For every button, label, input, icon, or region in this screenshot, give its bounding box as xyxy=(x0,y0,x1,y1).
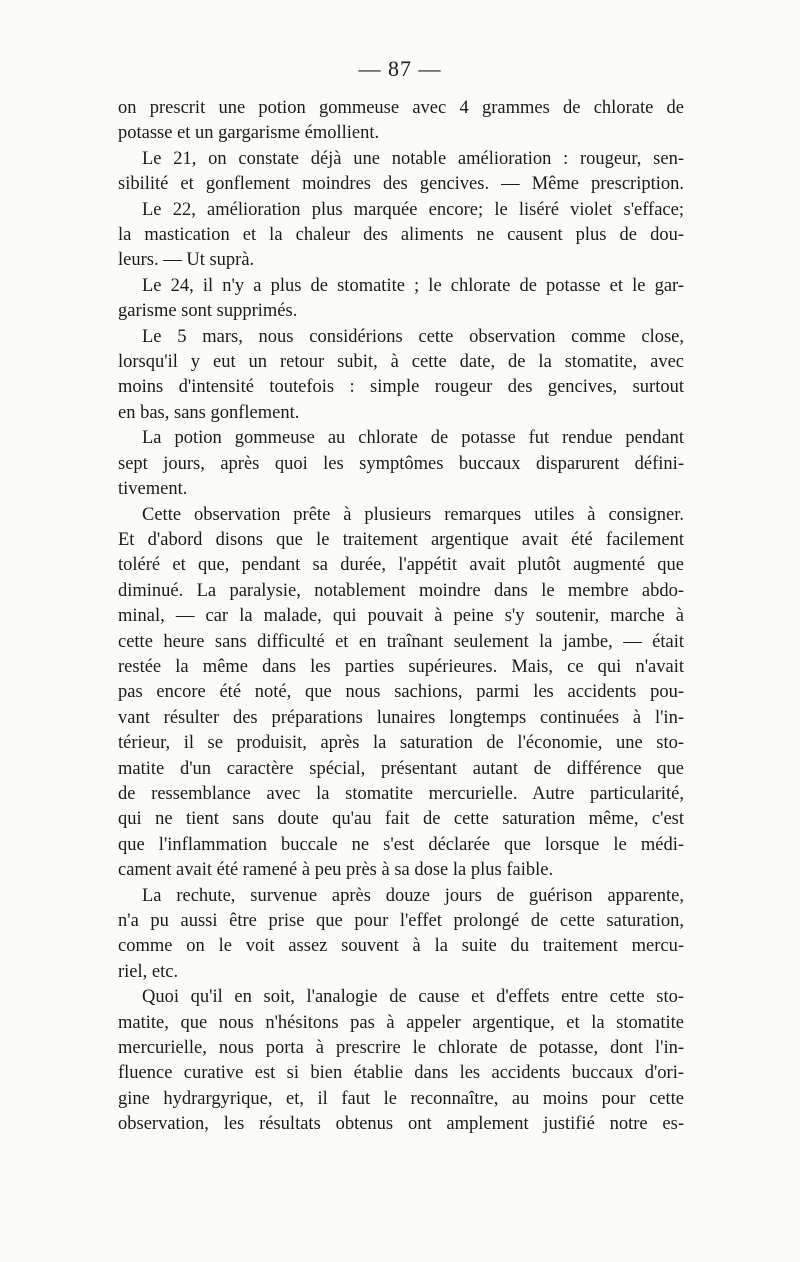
text-line: tivement. xyxy=(118,479,188,500)
text-line: moins d'intensité toutefois : simple rougeur des gencives, surtout xyxy=(118,377,684,398)
text-line: Le 24, il n'y a plus de stomatite ; le chlorate de potasse et le gar- xyxy=(142,275,684,296)
text-line: riel, etc. xyxy=(118,961,179,982)
text-line: cette heure sans difficulté et en traînant seulement la jambe, — était xyxy=(118,631,684,652)
body-text xyxy=(118,96,684,1138)
text-line: de ressemblance avec la stomatite mercurielle. Autre particularité, xyxy=(118,783,684,804)
text-line: térieur, il se produisit, après la saturation de l'économie, une sto- xyxy=(118,733,684,754)
text-line: qui ne tient sans doute qu'au fait de cette saturation même, c'est xyxy=(118,809,684,830)
text-line: Quoi qu'il en soit, l'analogie de cause et d'effets entre cette sto- xyxy=(142,987,684,1008)
text-line: on prescrit une potion gommeuse avec 4 grammes de chlorate de xyxy=(118,98,684,118)
text-line: La potion gommeuse au chlorate de potasse fut rendue pendant xyxy=(142,428,684,449)
text-line: Et d'abord disons que le traitement argentique avait été facilement xyxy=(118,529,684,550)
text-line: n'a pu aussi être prise que pour l'effet prolongé de cette saturation, xyxy=(118,911,684,931)
text-line: fluence curative est si bien établie dans les accidents buccaux d'ori- xyxy=(118,1063,684,1084)
text-line: cament avait été ramené à peu près à sa dose la plus faible. xyxy=(118,860,554,881)
text-line: sibilité et gonflement moindres des gencives. — Même prescription. xyxy=(118,174,684,195)
text-line: matite, que nous n'hésitons pas à appeler argentique, et la stomatite xyxy=(118,1012,684,1033)
text-line: restée la même dans les parties supérieures. Mais, ce qui n'avait xyxy=(118,656,684,677)
text-line: lorsqu'il y eut un retour subit, à cette date, de la stomatite, avec xyxy=(118,352,684,373)
text-line: pas encore été noté, que nous sachions, parmi les accidents pou- xyxy=(118,682,684,703)
text-line: toléré et que, pendant sa durée, l'appétit avait plutôt augmenté que xyxy=(118,555,684,576)
text-line: potasse et un gargarisme émollient. xyxy=(118,123,380,144)
text-line: Le 21, on constate déjà une notable amélioration : rougeur, sen- xyxy=(142,148,684,169)
text-line: garisme sont supprimés. xyxy=(118,301,298,322)
page-number: — 87 — xyxy=(358,56,442,81)
text-line: Le 22, amélioration plus marquée encore; le liséré violet s'efface; xyxy=(142,199,684,220)
text-line: Le 5 mars, nous considérions cette observation comme close, xyxy=(142,326,684,347)
text-line: La rechute, survenue après douze jours de guérison apparente, xyxy=(142,885,684,906)
text-line: mercurielle, nous porta à prescrire le chlorate de potasse, dont l'in- xyxy=(118,1038,684,1059)
text-line: gine hydrargyrique, et, il faut le reconnaître, au moins pour cette xyxy=(118,1088,684,1109)
text-line: leurs. — Ut suprà. xyxy=(118,250,255,271)
text-line: sept jours, après quoi les symptômes buccaux disparurent défini- xyxy=(118,453,684,474)
text-line: vant résulter des préparations lunaires longtemps continuées à l'in- xyxy=(118,707,684,728)
text-line: minal, — car la malade, qui pouvait à peine s'y soutenir, marche à xyxy=(118,606,684,627)
text-line: en bas, sans gonflement. xyxy=(118,402,300,423)
text-line: matite d'un caractère spécial, présentant autant de différence que xyxy=(118,758,684,779)
text-line: la mastication et la chaleur des aliments ne causent plus de dou- xyxy=(118,225,684,246)
text-line: diminué. La paralysie, notablement moindre dans le membre abdo- xyxy=(118,580,684,601)
text-line: Cette observation prête à plusieurs remarques utiles à consigner. xyxy=(142,504,684,525)
text-line: observation, les résultats obtenus ont amplement justifié notre es- xyxy=(118,1114,684,1135)
text-line: comme on le voit assez souvent à la suite du traitement mercu- xyxy=(118,936,684,957)
text-line: que l'inflammation buccale ne s'est déclarée que lorsque le médi- xyxy=(118,834,684,855)
